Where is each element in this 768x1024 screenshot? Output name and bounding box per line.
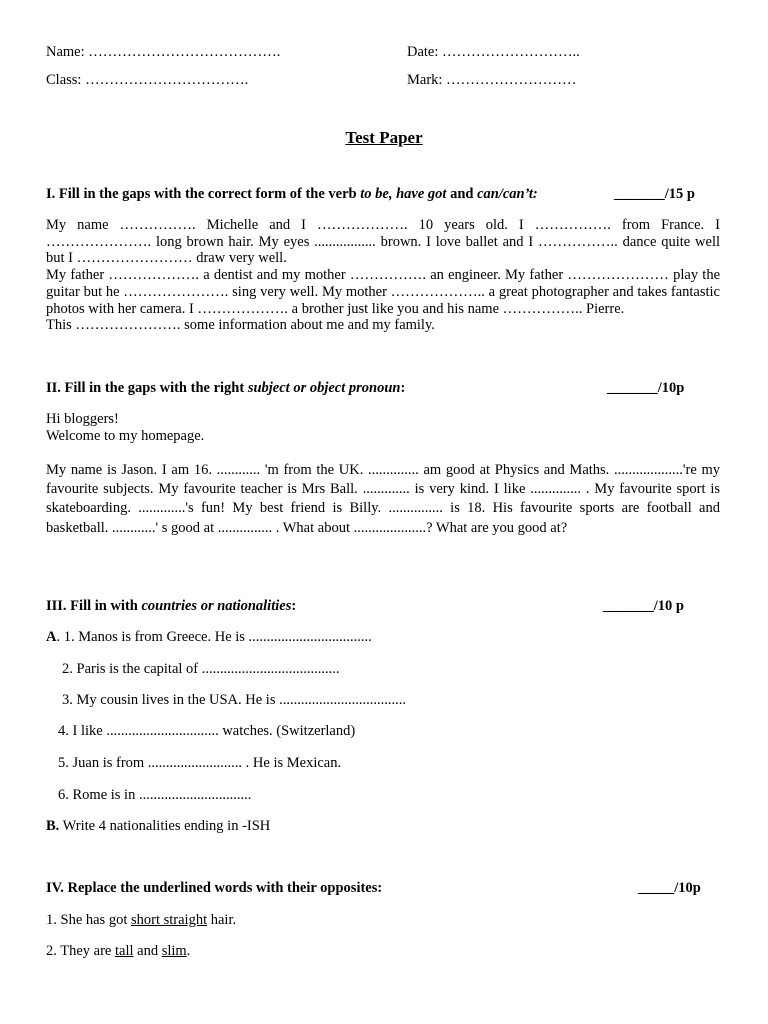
section-2-heading-italic: subject or object pronoun: [247, 380, 401, 396]
section-3-score: _______/10 p: [603, 598, 684, 614]
greeting-line-2: Welcome to my homepage.: [46, 428, 205, 444]
item-text: and: [133, 943, 162, 959]
part-a-label: A: [46, 629, 57, 645]
list-item: [46, 943, 190, 960]
section-1-line-3: This …………………. some information about me and my family.: [46, 317, 435, 334]
section-1-heading-italic: to be, have got: [360, 186, 447, 202]
list-item: 4. I like ............................... watches. (Switzerland): [58, 723, 356, 739]
underlined-word: tall: [114, 943, 134, 959]
list-item: 6. Rome is in ...............................: [58, 787, 252, 803]
section-3-heading-colon: :: [291, 598, 297, 614]
greeting-line-1: Hi bloggers!: [46, 411, 119, 427]
section-1-heading-text: I. Fill in the gaps with the correct form of the verb: [46, 186, 361, 202]
list-item: 3. My cousin lives in the USA. He is ...................................: [62, 692, 406, 708]
section-1-line-2: My father ………………. a dentist and my mother ……………. an engineer. My father ………………… play the guitar but he …………………. sing very well. My mother ……………….. a great photographer and takes fantastic photos with her camera. I ………………. a brother just like you and his name …………….. Pierre.: [46, 267, 720, 317]
list-item: [46, 629, 372, 646]
section-3-heading: [46, 598, 296, 615]
underlined-word: straight: [163, 912, 208, 928]
section-3-heading-italic: countries or nationalities: [141, 598, 292, 614]
section-3-heading-text: III. Fill in with: [46, 598, 142, 614]
name-field: Name: ………………………………….: [46, 44, 281, 60]
section-2-heading-text: II. Fill in the gaps with the right: [46, 380, 248, 396]
section-2-paragraph: My name is Jason. I am 16. ............ 'm from the UK. .............. am good at Physics and Maths. ...................'re my favourite subjects. My favourite teacher is Mrs Ball. ............. is very kind. I like .............. . My favourite sport is skateboarding. .............'s fun! My best friend is Billy. ............... is 18. His favourite sports are football and basketball. ............' s good at ............... . What about ....................? What are you good at?: [46, 462, 720, 536]
section-1-heading-and: and: [446, 186, 478, 202]
section-4-heading: IV. Replace the underlined words with their opposites:: [46, 880, 383, 896]
section-1-paragraph: [46, 217, 720, 334]
list-item-text: . 1. Manos is from Greece. He is ..................................: [56, 629, 372, 645]
section-1-heading-italic-2: can/can’t:: [477, 186, 538, 202]
section-2-heading-colon: :: [400, 380, 406, 396]
section-1-line-1: My name ……………. Michelle and I ………………. 10 years old. I ……………. from France. I …………………. long brown hair. My eyes ................. brown. I love ballet and I …………….. dance quite well but I …………………… draw very well.: [46, 217, 720, 267]
section-2-heading: [46, 380, 405, 397]
section-1-heading: [46, 186, 538, 203]
item-text: hair.: [207, 912, 237, 928]
section-1-score: _______/15 p: [614, 186, 695, 202]
section-2-score: _______/10p: [607, 380, 685, 396]
class-field: Class: …………………………….: [46, 72, 249, 88]
section-4-score: _____/10p: [638, 880, 701, 896]
list-item: 5. Juan is from .......................... . He is Mexican.: [58, 755, 342, 771]
underlined-word: slim: [161, 943, 187, 959]
date-field: Date: ………………………..: [407, 44, 580, 60]
item-text: 2. They are: [46, 943, 115, 959]
mark-field: Mark: ………………………: [407, 72, 577, 88]
page-title: Test Paper: [345, 128, 423, 147]
item-text: 1. She has got: [46, 912, 131, 928]
list-item: [46, 912, 236, 929]
part-b-instruction: [46, 818, 270, 835]
underlined-word: short: [130, 912, 164, 928]
part-b-text: Write 4 nationalities ending in -ISH: [59, 818, 271, 834]
item-text: .: [186, 943, 191, 959]
part-b-label: B.: [46, 818, 60, 834]
list-item: 2. Paris is the capital of ......................................: [62, 661, 340, 677]
